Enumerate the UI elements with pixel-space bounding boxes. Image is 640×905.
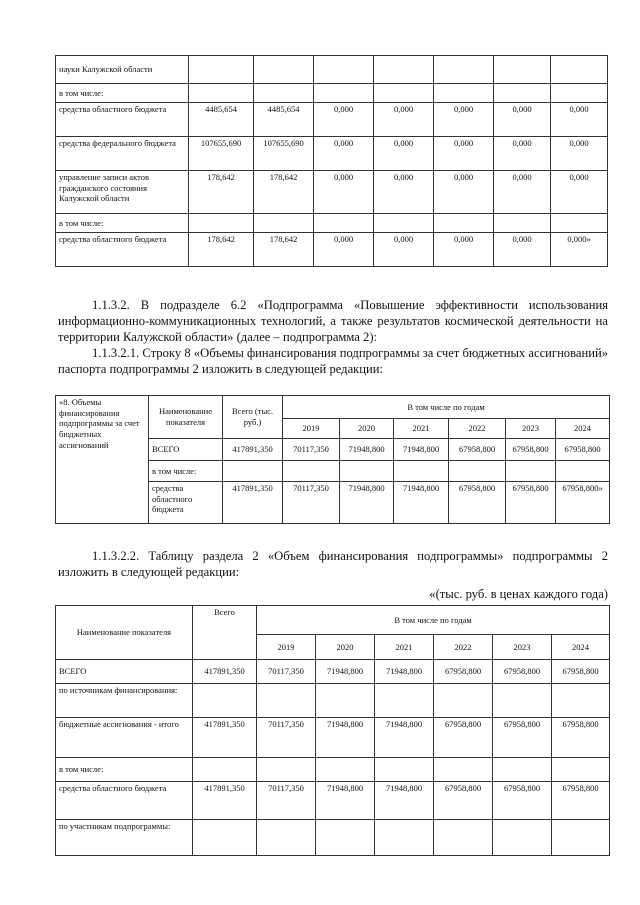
cell: 107655,690: [189, 137, 254, 171]
cell: 67958,800: [552, 660, 610, 684]
paragraph-1-1-3-2: 1.1.3.2. В подразделе 6.2 «Подпрограмма «Повышение эффективности использования информационно-коммуникационных технологий, а также результатов космической деятельности на территории Калужской области» (далее – подпрограмма 2):: [58, 298, 608, 344]
cell: 0,000: [374, 137, 434, 171]
table-row: [56, 782, 610, 820]
cell: [254, 214, 314, 233]
cell: [189, 56, 254, 84]
cell: [314, 84, 374, 103]
cell: 67958,800: [493, 782, 552, 820]
cell: 67958,800: [556, 439, 610, 461]
cell: [551, 84, 608, 103]
cell: [494, 84, 551, 103]
cell: [434, 684, 493, 718]
table-header-row: [56, 396, 610, 419]
cell: 67958,800: [493, 718, 552, 758]
paragraph-1-1-3-2-2: 1.1.3.2.2. Таблицу раздела 2 «Объем финансирования подпрограммы» подпрограммы 2 изложить в следующей редакции:: [58, 549, 608, 579]
cell: 178,642: [189, 171, 254, 214]
header-years: В том числе по годам: [283, 396, 610, 419]
cell: [434, 56, 494, 84]
cell: [551, 214, 608, 233]
cell: [494, 56, 551, 84]
cell: 0,000: [374, 233, 434, 267]
cell: 417891,350: [223, 439, 283, 461]
cell: [375, 684, 434, 718]
cell: 107655,690: [254, 137, 314, 171]
cell: [257, 820, 316, 856]
row-label: ВСЕГО: [149, 439, 223, 461]
year-header: 2019: [283, 419, 340, 439]
cell: 0,000: [434, 233, 494, 267]
cell: 67958,800: [552, 718, 610, 758]
cell: 0,000: [551, 171, 608, 214]
year-header: 2021: [375, 635, 434, 660]
cell: 67958,800: [449, 439, 506, 461]
cell: 417891,350: [193, 660, 257, 684]
cell: 71948,800: [375, 782, 434, 820]
cell: [254, 56, 314, 84]
header-total: Всего: [193, 606, 257, 660]
cell: 71948,800: [394, 439, 449, 461]
cell: 417891,350: [223, 482, 283, 524]
cell: 71948,800: [340, 439, 394, 461]
subprogram-funding-table: [55, 605, 610, 856]
table-row: [56, 137, 608, 171]
cell: 417891,350: [193, 782, 257, 820]
cell: 417891,350: [193, 718, 257, 758]
cell: 67958,800: [434, 660, 493, 684]
cell: 178,642: [189, 233, 254, 267]
table-row: [56, 684, 610, 718]
row-label: ВСЕГО: [56, 660, 193, 684]
row-label: управление записи актов гражданского состояния Калужской области: [56, 171, 189, 214]
cell: 71948,800: [340, 482, 394, 524]
cell: [257, 758, 316, 782]
cell: 67958,800: [434, 718, 493, 758]
table-row: [56, 820, 610, 856]
cell: 70117,350: [257, 782, 316, 820]
cell: 0,000: [314, 233, 374, 267]
year-header: 2021: [394, 419, 449, 439]
cell: [314, 214, 374, 233]
cell: [189, 84, 254, 103]
row-label: в том числе:: [56, 84, 189, 103]
header-years: В том числе по годам: [257, 606, 610, 635]
cell: 0,000: [314, 171, 374, 214]
cell: [316, 758, 375, 782]
cell: 0,000: [434, 171, 494, 214]
cell: [316, 684, 375, 718]
cell: [374, 56, 434, 84]
year-header: 2022: [449, 419, 506, 439]
cell: [434, 214, 494, 233]
cell: 178,642: [254, 233, 314, 267]
table-row: [56, 214, 608, 233]
cell: [189, 214, 254, 233]
header-indicator: Наименование показателя: [56, 606, 193, 660]
year-header: 2020: [316, 635, 375, 660]
table-row: [56, 84, 608, 103]
paragraph-1-1-3-2-1: 1.1.3.2.1. Строку 8 «Объемы финансирования подпрограммы за счет бюджетных ассигнований» паспорта подпрограммы 2 изложить в следующей редакции:: [58, 346, 608, 376]
cell: [434, 758, 493, 782]
table-row: [56, 758, 610, 782]
row-label: средства областного бюджета: [149, 482, 223, 524]
row-label: науки Калужской области: [56, 56, 189, 84]
cell: 0,000»: [551, 233, 608, 267]
row-label: в том числе:: [56, 214, 189, 233]
cell: [434, 84, 494, 103]
table-row: [56, 56, 608, 84]
cell: [449, 461, 506, 482]
cell: [314, 56, 374, 84]
cell: 0,000: [494, 137, 551, 171]
funding-table-continued: [55, 55, 608, 267]
cell: [316, 820, 375, 856]
row-label: средства федерального бюджета: [56, 137, 189, 171]
cell: [374, 84, 434, 103]
cell: 0,000: [374, 171, 434, 214]
cell: 67958,800»: [556, 482, 610, 524]
cell: 67958,800: [506, 482, 556, 524]
cell: [506, 461, 556, 482]
year-header: 2023: [493, 635, 552, 660]
year-header: 2024: [556, 419, 610, 439]
cell: 67958,800: [434, 782, 493, 820]
cell: 67958,800: [493, 660, 552, 684]
cell: 70117,350: [283, 439, 340, 461]
table-row: [56, 103, 608, 137]
passport-row-title: «8. Объемы финансирования подпрограммы за счет бюджетных ассигнований: [56, 396, 149, 524]
cell: 0,000: [494, 103, 551, 137]
cell: 67958,800: [552, 782, 610, 820]
cell: [552, 758, 610, 782]
cell: [394, 461, 449, 482]
cell: 71948,800: [375, 660, 434, 684]
row-label: бюджетные ассигнования - итого: [56, 718, 193, 758]
row-label: средства областного бюджета: [56, 782, 193, 820]
cell: 0,000: [374, 103, 434, 137]
cell: 0,000: [551, 103, 608, 137]
cell: 67958,800: [506, 439, 556, 461]
cell: [375, 758, 434, 782]
table-row: [56, 660, 610, 684]
cell: [193, 820, 257, 856]
cell: 0,000: [494, 233, 551, 267]
cell: 71948,800: [316, 782, 375, 820]
cell: [257, 684, 316, 718]
cell: [254, 84, 314, 103]
cell: [375, 820, 434, 856]
cell: 70117,350: [283, 482, 340, 524]
cell: [223, 461, 283, 482]
cell: [374, 214, 434, 233]
cell: 71948,800: [316, 718, 375, 758]
year-header: 2019: [257, 635, 316, 660]
cell: [493, 820, 552, 856]
cell: 0,000: [494, 171, 551, 214]
header-indicator: Наименование показателя: [149, 396, 223, 439]
header-total: Всего (тыс. руб.): [223, 396, 283, 439]
passport-funding-table: [55, 395, 610, 524]
cell: [552, 684, 610, 718]
cell: 71948,800: [316, 660, 375, 684]
cell: [283, 461, 340, 482]
cell: 0,000: [314, 103, 374, 137]
cell: [551, 56, 608, 84]
cell: 4485,654: [254, 103, 314, 137]
cell: 178,642: [254, 171, 314, 214]
year-header: 2024: [552, 635, 610, 660]
table-header-row: [56, 606, 610, 635]
cell: [494, 214, 551, 233]
year-header: 2023: [506, 419, 556, 439]
cell: 0,000: [434, 137, 494, 171]
row-label: по источникам финансирования:: [56, 684, 193, 718]
cell: 67958,800: [449, 482, 506, 524]
cell: 0,000: [551, 137, 608, 171]
table-row: [56, 718, 610, 758]
cell: [493, 684, 552, 718]
cell: [556, 461, 610, 482]
cell: 4485,654: [189, 103, 254, 137]
row-label: средства областного бюджета: [56, 233, 189, 267]
cell: 71948,800: [394, 482, 449, 524]
year-header: 2020: [340, 419, 394, 439]
row-label: в том числе:: [56, 758, 193, 782]
row-label: по участникам подпрограммы:: [56, 820, 193, 856]
cell: 70117,350: [257, 660, 316, 684]
cell: [340, 461, 394, 482]
unit-note: «(тыс. руб. в ценах каждого года): [429, 587, 608, 601]
cell: [193, 684, 257, 718]
row-label: средства областного бюджета: [56, 103, 189, 137]
cell: 0,000: [314, 137, 374, 171]
cell: [493, 758, 552, 782]
cell: [552, 820, 610, 856]
cell: 0,000: [434, 103, 494, 137]
table-row: [56, 171, 608, 214]
cell: 71948,800: [375, 718, 434, 758]
cell: [193, 758, 257, 782]
cell: 70117,350: [257, 718, 316, 758]
table-row: [56, 233, 608, 267]
year-header: 2022: [434, 635, 493, 660]
row-label: в том числе:: [149, 461, 223, 482]
cell: [434, 820, 493, 856]
